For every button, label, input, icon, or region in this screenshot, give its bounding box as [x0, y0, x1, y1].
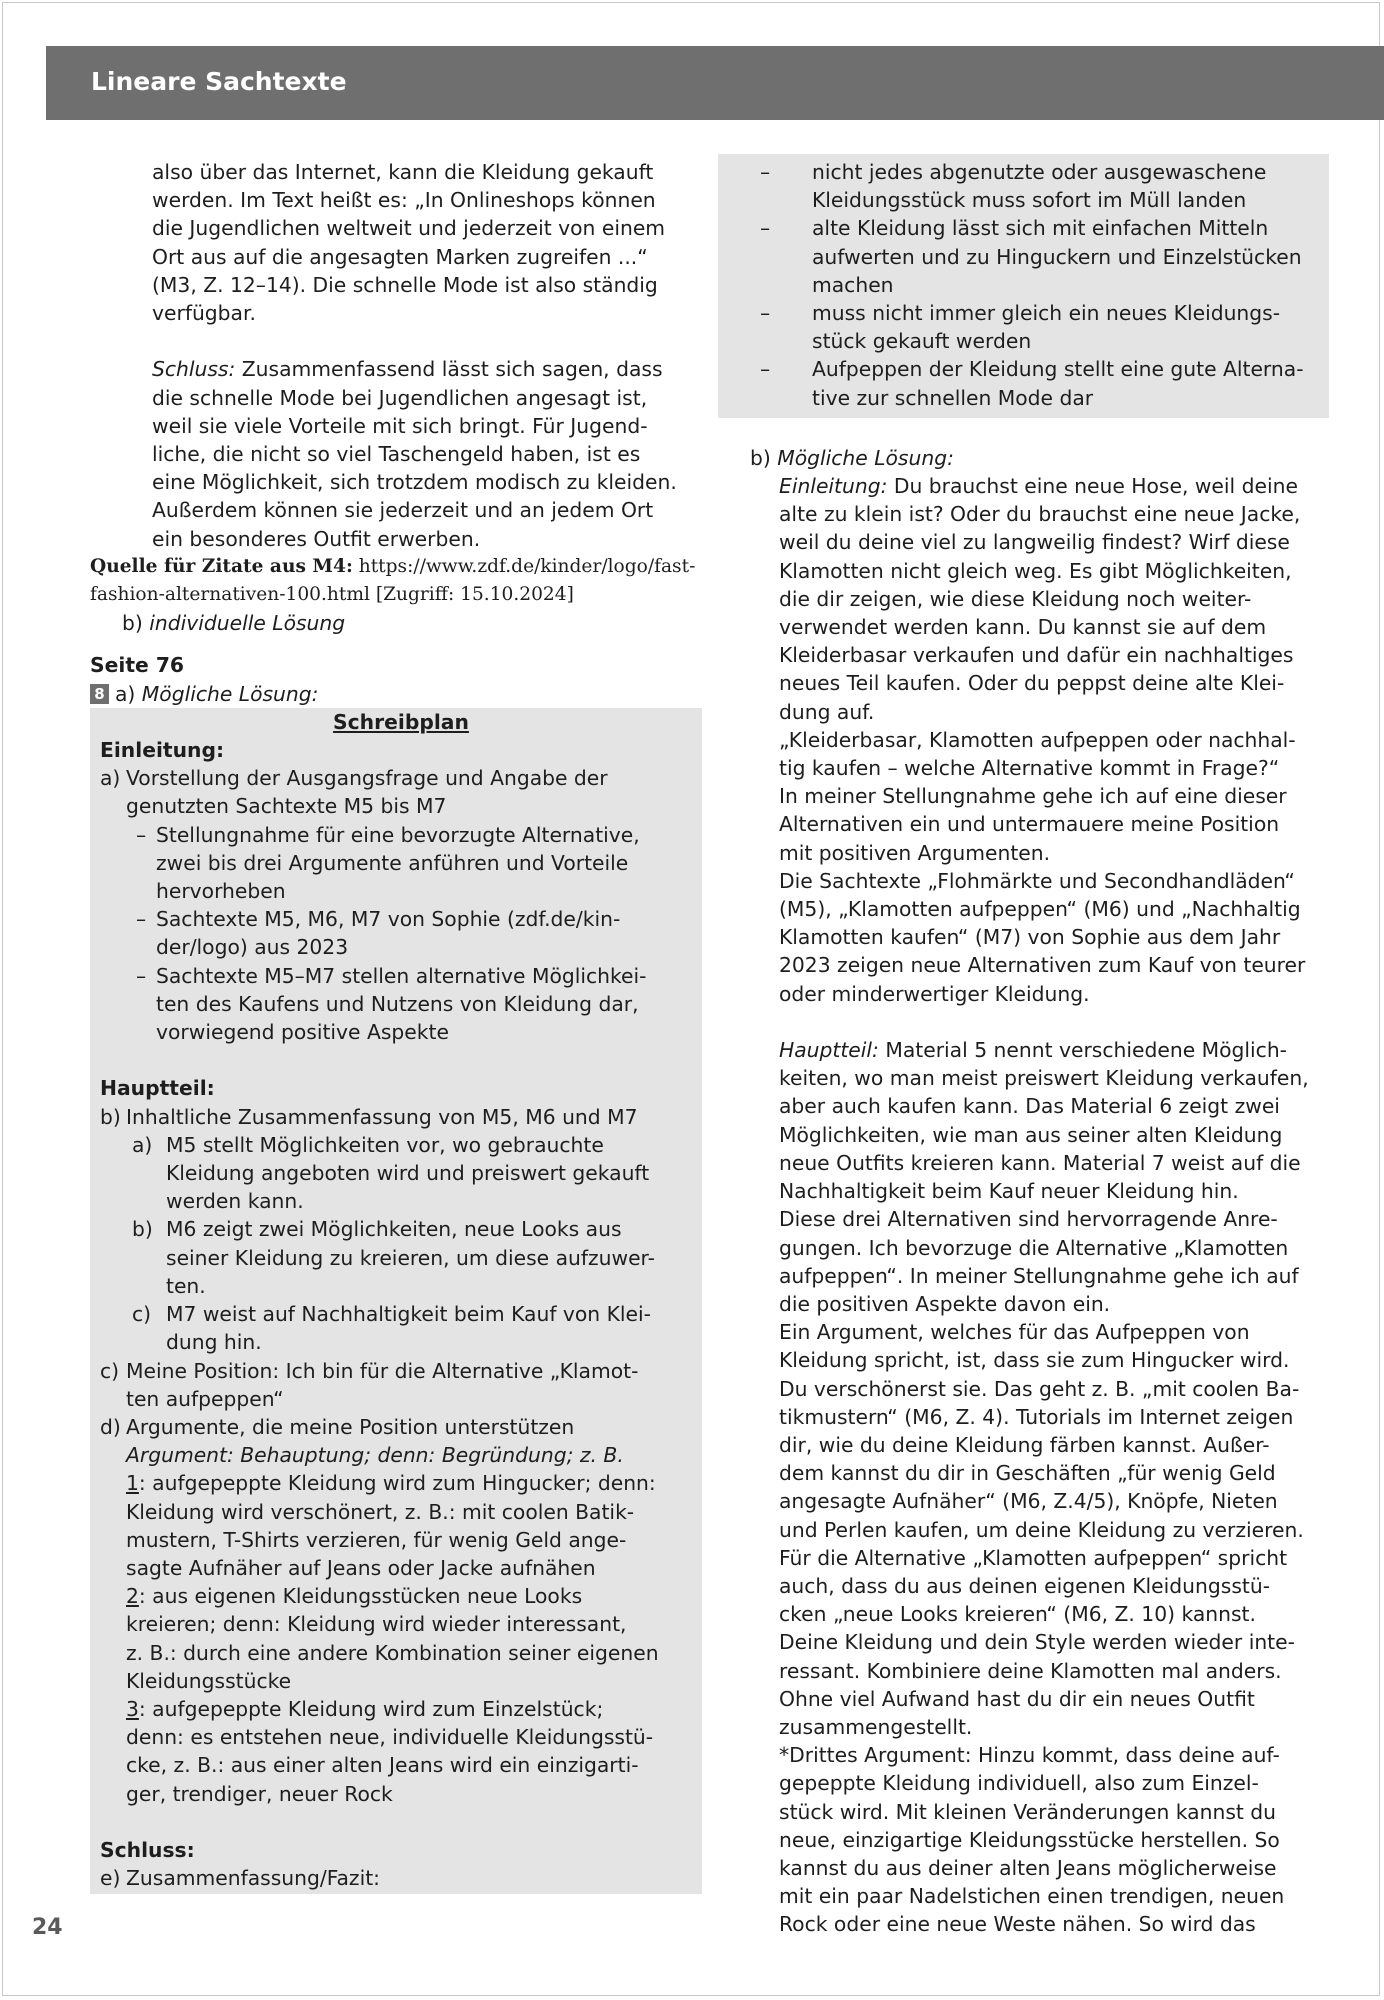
answer-b-text: individuelle Lösung	[149, 611, 346, 636]
argument-list-line	[760, 384, 1329, 412]
plan-line	[100, 1723, 702, 1751]
plan-line-marker: c)	[100, 1358, 120, 1383]
text-line: verfügbar.	[152, 301, 256, 326]
header-title: Lineare Sachtexte	[91, 67, 347, 96]
plan-line	[100, 1441, 702, 1469]
source-url-1: https://www.zdf.de/kinder/logo/fast-	[352, 555, 696, 577]
argument-list-line	[760, 299, 1329, 327]
plan-line-text: hervorheben	[156, 879, 286, 904]
right-column	[718, 154, 1318, 1939]
header-bar	[46, 46, 1384, 120]
plan-line-text: Kleidung angeboten wird und preiswert gekauft	[166, 1161, 650, 1186]
essay-line: alte zu klein ist? Oder du brauchst eine neue Jacke,	[779, 502, 1301, 527]
plan-einleitung-list	[100, 764, 702, 1046]
essay-hauptteil-line	[779, 1036, 1318, 1064]
essay-line: neue Outfits kreieren kann. Material 7 weist auf die	[779, 1150, 1301, 1175]
plan-line	[100, 1159, 702, 1187]
plan-line-text: M7 weist auf Nachhaltigkeit beim Kauf von Klei-	[166, 1302, 651, 1327]
argument-list-text: muss nicht immer gleich ein neues Kleidungs-	[812, 301, 1281, 326]
text-line: ein besonderes Outfit erwerben.	[152, 526, 481, 551]
plan-line	[100, 1300, 702, 1328]
plan-schluss-list	[100, 1864, 702, 1892]
plan-line	[100, 1526, 702, 1554]
essay-line: Kleidung spricht, ist, dass sie zum Hingucker wird.	[779, 1348, 1290, 1373]
plan-line	[100, 1187, 702, 1215]
source-citation	[90, 553, 696, 581]
essay-hauptteil-first: Material 5 nennt verschiedene Möglich-	[878, 1038, 1287, 1063]
plan-line	[100, 849, 702, 877]
answer-b-right	[718, 444, 1318, 472]
answer-b-right-label: b)	[750, 445, 778, 470]
plan-line	[100, 792, 702, 820]
writing-plan-box	[90, 708, 702, 1895]
dash-marker: –	[760, 357, 771, 382]
text-line: Außerdem können sie jederzeit und an jedem Ort	[152, 498, 654, 523]
essay-line: Möglichkeiten, wie man aus seiner alten Kleidung	[779, 1122, 1283, 1147]
text-line: (M3, Z. 12–14). Die schnelle Mode ist also ständig	[152, 272, 658, 297]
argument-list-line	[760, 214, 1329, 242]
essay-line: tig kaufen – welche Alternative kommt in Frage?“	[779, 756, 1280, 781]
essay-line: verwendet werden kann. Du kannst sie auf dem	[779, 615, 1267, 640]
argument-list-text: Kleidungsstück muss sofort im Müll landen	[812, 188, 1247, 213]
essay-line: angesagte Aufnäher“ (M6, Z.4/5), Knöpfe, Nieten	[779, 1489, 1278, 1514]
essay-line: stück wird. Mit kleinen Veränderungen kannst du	[779, 1799, 1277, 1824]
page-reference-heading: Seite 76	[90, 653, 185, 678]
task-number-badge: 8	[90, 684, 109, 704]
argument-list-text: aufwerten und zu Hinguckern und Einzelstücken	[812, 244, 1302, 269]
plan-line-text: Kleidungsstücke	[126, 1668, 292, 1693]
task-a-label: a)	[115, 681, 142, 706]
essay-line: auch, dass du aus deinen eigenen Kleidungsstü-	[779, 1573, 1271, 1598]
essay-line: Nachhaltigkeit beim Kauf neuer Kleidung hin.	[779, 1179, 1239, 1204]
plan-line-text: Inhaltliche Zusammenfassung von M5, M6 und M7	[126, 1104, 638, 1129]
essay-line: mit ein paar Nadelstichen einen trendigen, neuen	[779, 1884, 1285, 1909]
argument-number: 1	[126, 1471, 139, 1496]
plan-line-text: denn: es entstehen neue, individuelle Kleidungsstü-	[126, 1725, 654, 1750]
essay-line: Ein Argument, welches für das Aufpeppen von	[779, 1320, 1250, 1345]
plan-line-text: 1: aufgepeppte Kleidung wird zum Hingucker; denn:	[126, 1471, 656, 1496]
essay-text	[718, 472, 1318, 1939]
plan-line-text: M6 zeigt zwei Möglichkeiten, neue Looks aus	[166, 1217, 622, 1242]
essay-line: zusammengestellt.	[779, 1714, 973, 1739]
plan-line-marker: d)	[100, 1414, 121, 1439]
plan-line-marker: –	[136, 822, 147, 847]
source-label: Quelle für Zitate aus M4:	[90, 555, 353, 577]
plan-hauptteil-list	[100, 1103, 702, 1808]
plan-line	[100, 1215, 702, 1243]
plan-line-text: M5 stellt Möglichkeiten vor, wo gebrauchte	[166, 1132, 604, 1157]
text-line: also über das Internet, kann die Kleidung gekauft	[152, 160, 654, 184]
essay-line: (M5), „Klamotten aufpeppen“ (M6) und „Nachhaltig	[779, 897, 1301, 922]
essay-einleitung-line	[779, 472, 1318, 500]
plan-line	[100, 1554, 702, 1582]
essay-line: Ohne viel Aufwand hast du dir ein neues Outfit	[779, 1686, 1255, 1711]
plan-line	[100, 1864, 702, 1892]
dash-marker: –	[760, 301, 771, 326]
argument-list-text: nicht jedes abgenutzte oder ausgewaschene	[812, 160, 1267, 184]
text-line: eine Möglichkeit, sich trotzdem modisch zu kleiden.	[152, 470, 677, 495]
plan-line-marker: –	[136, 963, 147, 988]
argument-list-text: tive zur schnellen Mode dar	[812, 385, 1094, 410]
writing-plan-title: Schreibplan	[333, 709, 469, 734]
plan-hauptteil-heading: Hauptteil:	[100, 1076, 215, 1101]
plan-line	[100, 1413, 702, 1441]
plan-line	[100, 990, 702, 1018]
plan-line-marker: a)	[100, 766, 121, 791]
argument-list-text: machen	[812, 272, 894, 297]
text-line: die Jugendlichen weltweit und jederzeit von einem	[152, 216, 666, 241]
plan-schluss-heading: Schluss:	[100, 1837, 195, 1862]
essay-line: Du verschönerst sie. Das geht z. B. „mit coolen Ba-	[779, 1376, 1300, 1401]
plan-line-text: ger, trendiger, neuer Rock	[126, 1781, 393, 1806]
essay-line: In meiner Stellungnahme gehe ich auf eine dieser	[779, 784, 1287, 809]
text-line: weil sie viele Vorteile mit sich bringt. Für Jugend-	[152, 413, 648, 438]
plan-line	[100, 1610, 702, 1638]
plan-line-text: seiner Kleidung zu kreieren, um diese aufzuwer-	[166, 1245, 655, 1270]
essay-line: Klamotten kaufen“ (M7) von Sophie aus dem Jahr	[779, 925, 1281, 950]
page-number: 24	[32, 1915, 63, 1940]
plan-line-text: mustern, T-Shirts verzieren, für wenig Geld ange-	[126, 1527, 627, 1552]
plan-line	[100, 1469, 702, 1497]
plan-line	[100, 1018, 702, 1046]
essay-line: gungen. Ich bevorzuge die Alternative „Klamotten	[779, 1235, 1289, 1260]
text-line: die schnelle Mode bei Jugendlichen angesagt ist,	[152, 385, 648, 410]
plan-line	[100, 1272, 702, 1300]
plan-line	[100, 933, 702, 961]
plan-line-text: Zusammenfassung/Fazit:	[126, 1866, 381, 1891]
essay-line: weil du deine viel zu langweilig findest? Wirf diese	[779, 530, 1290, 555]
text-line: werden. Im Text heißt es: „In Onlineshops können	[152, 188, 656, 213]
plan-line-text: Meine Position: Ich bin für die Alternative „Klamot-	[126, 1358, 639, 1383]
top-paragraph	[90, 158, 690, 553]
plan-line	[100, 1780, 702, 1808]
essay-line: ressant. Kombiniere deine Klamotten mal anders.	[779, 1658, 1282, 1683]
text-line: Ort aus auf die angesagten Marken zugreifen ...“	[152, 244, 648, 269]
essay-line: gepeppte Kleidung individuell, also zum Einzel-	[779, 1771, 1259, 1796]
plan-line	[100, 1695, 702, 1723]
plan-line	[100, 1244, 702, 1272]
essay-line: tikmustern“ (M6, Z. 4). Tutorials im Internet zeigen	[779, 1404, 1294, 1429]
essay-line: mit positiven Argumenten.	[779, 840, 1051, 865]
argument-list-text: stück gekauft werden	[812, 329, 1032, 354]
essay-line: aufpeppen“. In meiner Stellungnahme gehe ich auf	[779, 1263, 1299, 1288]
plan-line	[100, 764, 702, 792]
essay-line: Rock oder eine neue Weste nähen. So wird das	[779, 1912, 1256, 1937]
text-line: liche, die nicht so viel Taschengeld haben, ist es	[152, 442, 641, 467]
plan-line	[100, 905, 702, 933]
plan-line-marker: a)	[132, 1132, 153, 1157]
arguments-list	[760, 154, 1329, 412]
plan-line	[100, 1357, 702, 1385]
plan-line-text: zwei bis drei Argumente anführen und Vorteile	[156, 850, 629, 875]
essay-line: Für die Alternative „Klamotten aufpeppen“ spricht	[779, 1545, 1288, 1570]
argument-number: 2	[126, 1584, 139, 1609]
answer-b	[90, 609, 690, 637]
plan-line-text: Argument: Behauptung; denn: Begründung; z. B.	[126, 1443, 624, 1468]
plan-line-text: ten aufpeppen“	[126, 1386, 284, 1411]
plan-line	[100, 1385, 702, 1413]
plan-line	[100, 962, 702, 990]
essay-line: cken „neue Looks kreieren“ (M6, Z. 10) kannst.	[779, 1602, 1256, 1627]
essay-line: die positiven Aspekte davon ein.	[779, 1291, 1111, 1316]
plan-line-text: werden kann.	[166, 1189, 304, 1214]
essay-einleitung-first: Du brauchst eine neue Hose, weil deine	[887, 474, 1298, 499]
plan-line-marker: –	[136, 907, 147, 932]
essay-line: die dir zeigen, wie diese Kleidung noch weiter-	[779, 586, 1252, 611]
plan-line-marker: c)	[132, 1302, 152, 1327]
essay-einleitung-label: Einleitung:	[779, 474, 888, 499]
schluss-first: Zusammenfassend lässt sich sagen, dass	[235, 357, 663, 382]
plan-line-text: Vorstellung der Ausgangsfrage und Angabe der	[126, 766, 608, 791]
plan-line-text: Kleidung wird verschönert, z. B.: mit coolen Batik-	[126, 1499, 635, 1524]
essay-hauptteil-label: Hauptteil:	[779, 1038, 879, 1063]
argument-list-line	[760, 158, 1329, 186]
answer-b-right-text: Mögliche Lösung:	[777, 445, 954, 470]
essay-line: dir, wie du deine Kleidung färben kannst. Außer-	[779, 1432, 1270, 1457]
essay-line: Klamotten nicht gleich weg. Es gibt Möglichkeiten,	[779, 558, 1292, 583]
plan-line-text: Sachtexte M5, M6, M7 von Sophie (zdf.de/kin-	[156, 907, 621, 932]
plan-line	[100, 1751, 702, 1779]
plan-line-text: ten des Kaufens und Nutzens von Kleidung dar,	[156, 991, 639, 1016]
plan-line-text: sagte Aufnäher auf Jeans oder Jacke aufnähen	[126, 1555, 596, 1580]
plan-line-text: vorwiegend positive Aspekte	[156, 1020, 449, 1045]
plan-line-text: z. B.: durch eine andere Kombination seiner eigenen	[126, 1640, 659, 1665]
essay-line: *Drittes Argument: Hinzu kommt, dass deine auf-	[779, 1743, 1280, 1768]
essay-line: Alternativen ein und untermauere meine Position	[779, 812, 1280, 837]
plan-line-text: der/logo) aus 2023	[156, 935, 349, 960]
essay-line: Deine Kleidung und dein Style werden wieder inte-	[779, 1630, 1295, 1655]
plan-line	[100, 1131, 702, 1159]
argument-list-line	[760, 355, 1329, 383]
essay-line: oder minderwertiger Kleidung.	[779, 981, 1090, 1006]
essay-line: Kleiderbasar verkaufen und dafür ein nachhaltiges	[779, 643, 1294, 668]
essay-line: Die Sachtexte „Flohmärkte und Secondhandläden“	[779, 868, 1295, 893]
dash-marker: –	[760, 160, 771, 184]
plan-line-marker: b)	[100, 1104, 121, 1129]
argument-list-text: alte Kleidung lässt sich mit einfachen Mitteln	[812, 216, 1269, 241]
argument-list-text: Aufpeppen der Kleidung stellt eine gute Alterna-	[812, 357, 1304, 382]
plan-line	[100, 1103, 702, 1131]
essay-line: neues Teil kaufen. Oder du peppst deine alte Klei-	[779, 671, 1285, 696]
source-url-2: fashion-alternativen-100.html [Zugriff: 15.10.2024]	[90, 584, 574, 606]
essay-line: „Kleiderbasar, Klamotten aufpeppen oder nachhal-	[779, 727, 1296, 752]
plan-line	[100, 821, 702, 849]
arguments-box	[718, 154, 1329, 418]
essay-einleitung-body	[779, 500, 1318, 1008]
plan-line-text: cke, z. B.: aus einer alten Jeans wird ein einzigarti-	[126, 1753, 639, 1778]
schluss-line	[152, 355, 690, 383]
plan-line-text: Argumente, die meine Position unterstützen	[126, 1414, 575, 1439]
essay-line: neue, einzigartige Kleidungsstücke herstellen. So	[779, 1827, 1280, 1852]
schluss-label: Schluss:	[152, 357, 236, 382]
argument-number: 3	[126, 1696, 139, 1721]
plan-line-text: dung hin.	[166, 1330, 262, 1355]
plan-line	[100, 1498, 702, 1526]
essay-line: keiten, wo man meist preiswert Kleidung verkaufen,	[779, 1066, 1309, 1091]
essay-line: und Perlen kaufen, um deine Kleidung zu verzieren.	[779, 1517, 1304, 1542]
essay-line: aber auch kaufen kann. Das Material 6 zeigt zwei	[779, 1094, 1280, 1119]
task-8-heading	[90, 680, 690, 708]
argument-list-line	[760, 327, 1329, 355]
essay-hauptteil-body	[779, 1064, 1318, 1938]
plan-line-text: kreieren; denn: Kleidung wird wieder interessant,	[126, 1612, 627, 1637]
plan-line-text: ten.	[166, 1273, 206, 1298]
plan-line	[100, 1582, 702, 1610]
plan-line-text: genutzten Sachtexte M5 bis M7	[126, 794, 447, 819]
essay-line: kannst du aus deiner alten Jeans möglicherweise	[779, 1855, 1277, 1880]
plan-line-text: 3: aufgepeppte Kleidung wird zum Einzelstück;	[126, 1696, 604, 1721]
plan-line-marker: b)	[132, 1217, 153, 1242]
plan-line	[100, 1328, 702, 1356]
argument-list-line	[760, 186, 1329, 214]
task-a-text: Mögliche Lösung:	[141, 681, 319, 706]
plan-einleitung-heading: Einleitung:	[100, 738, 225, 763]
argument-list-line	[760, 271, 1329, 299]
essay-line: dem kannst du dir in Geschäften „für wenig Geld	[779, 1461, 1276, 1486]
plan-line	[100, 1639, 702, 1667]
answer-b-label: b)	[122, 611, 150, 636]
left-column	[90, 158, 696, 1894]
plan-line	[100, 1667, 702, 1695]
essay-line: 2023 zeigen neue Alternativen zum Kauf von teurer	[779, 953, 1306, 978]
plan-line	[100, 877, 702, 905]
plan-line-text: Sachtexte M5–M7 stellen alternative Möglichkei-	[156, 963, 647, 988]
plan-line-text: Stellungnahme für eine bevorzugte Alternative,	[156, 822, 640, 847]
dash-marker: –	[760, 216, 771, 241]
argument-list-line	[760, 243, 1329, 271]
essay-line: dung auf.	[779, 699, 875, 724]
plan-line-marker: e)	[100, 1866, 121, 1891]
essay-line: Diese drei Alternativen sind hervorragende Anre-	[779, 1207, 1278, 1232]
plan-line-text: 2: aus eigenen Kleidungsstücken neue Looks	[126, 1584, 583, 1609]
